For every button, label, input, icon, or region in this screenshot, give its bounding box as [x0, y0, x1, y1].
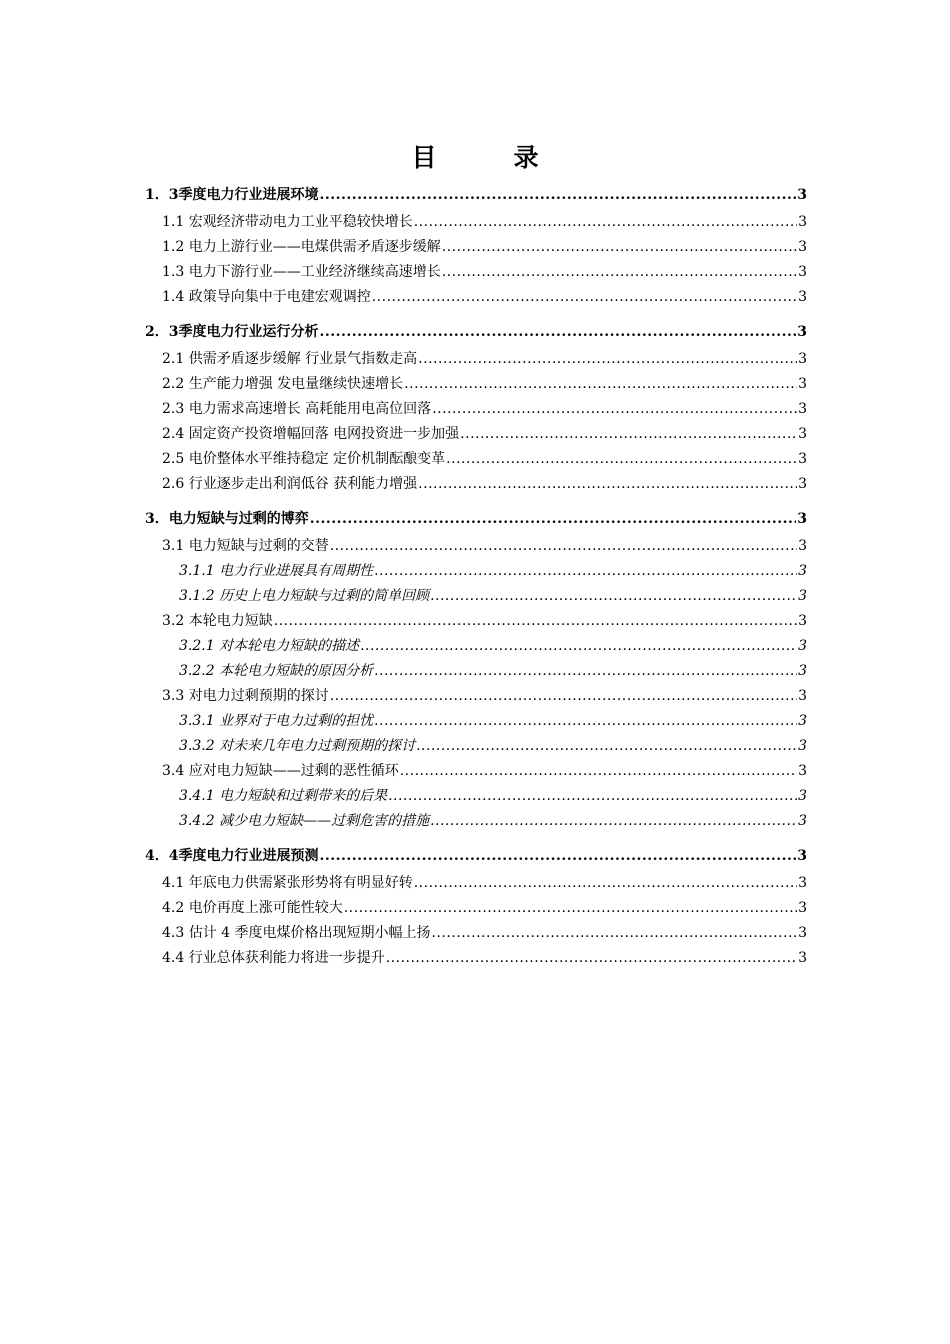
- toc-entry-level-3[interactable]: [145, 735, 807, 760]
- toc-entry-level-2[interactable]: [145, 348, 807, 373]
- toc-entry-page-number: 3: [798, 264, 807, 280]
- toc-entry-page-number: 3: [798, 875, 807, 891]
- toc-entry-page-number: 3: [798, 451, 807, 467]
- toc-entry-level-1[interactable]: [145, 508, 807, 535]
- toc-entry-page-number: 3: [798, 638, 807, 654]
- toc-entry-page-number: 3: [798, 925, 807, 941]
- toc-entry-text: 2.5 电价整体水平维持稳定 定价机制酝酿变革: [162, 451, 446, 467]
- dot-leader: [372, 289, 797, 305]
- toc-entry-text: 2.2 生产能力增强 发电量继续快速增长: [162, 376, 404, 392]
- toc-entry-level-1[interactable]: [145, 184, 807, 211]
- dot-leader: [418, 351, 797, 367]
- dot-leader: [330, 538, 797, 554]
- toc-entry-text: 3.4 应对电力短缺——过剩的恶性循环: [162, 763, 399, 779]
- dot-leader: [319, 187, 796, 203]
- toc-entry-page-number: 3: [798, 663, 807, 679]
- toc-entry-page-number: 3: [798, 813, 807, 829]
- toc-entry-page-number: 3: [797, 511, 807, 527]
- toc-entry-text: 1．3季度电力行业进展环境: [145, 187, 319, 203]
- toc-entry-level-2[interactable]: [145, 897, 807, 922]
- toc-entry-text: 2.3 电力需求高速增长 高耗能用电高位回落: [162, 401, 432, 417]
- toc-entry-text: 2.6 行业逐步走出利润低谷 获利能力增强: [162, 476, 418, 492]
- toc-entry-page-number: 3: [798, 738, 807, 754]
- dot-leader: [442, 264, 797, 280]
- toc-entry-text: 2.1 供需矛盾逐步缓解 行业景气指数走高: [162, 351, 418, 367]
- toc-entry-level-3[interactable]: [145, 560, 807, 585]
- toc-entry-level-2[interactable]: [145, 872, 807, 897]
- toc-entry-level-2[interactable]: [145, 286, 807, 311]
- dot-leader: [274, 613, 797, 629]
- toc-entry-page-number: 3: [798, 214, 807, 230]
- toc-entry-level-3[interactable]: [145, 810, 807, 835]
- dot-leader: [414, 875, 797, 891]
- toc-entry-level-2[interactable]: [145, 535, 807, 560]
- toc-entry-level-3[interactable]: [145, 785, 807, 810]
- toc-entry-level-2[interactable]: [145, 261, 807, 286]
- toc-entry-text: 3.3 对电力过剩预期的探讨: [162, 688, 329, 704]
- toc-entry-level-2[interactable]: [145, 423, 807, 448]
- toc-entry-level-3[interactable]: [145, 660, 807, 685]
- toc-entry-page-number: 3: [797, 187, 807, 203]
- dot-leader: [400, 763, 797, 779]
- dot-leader: [344, 900, 797, 916]
- toc-entry-page-number: 3: [798, 476, 807, 492]
- table-of-contents: [145, 184, 807, 972]
- toc-entry-level-2[interactable]: [145, 685, 807, 710]
- toc-entry-level-2[interactable]: [145, 610, 807, 635]
- toc-entry-text: 3.2 本轮电力短缺: [162, 613, 273, 629]
- toc-entry-text: 1.1 宏观经济带动电力工业平稳较快增长: [162, 214, 413, 230]
- toc-entry-level-2[interactable]: [145, 211, 807, 236]
- toc-entry-text: 3.1.1 电力行业进展具有周期性: [179, 563, 374, 579]
- toc-entry-level-3[interactable]: [145, 585, 807, 610]
- toc-entry-level-2[interactable]: [145, 236, 807, 261]
- toc-entry-text: 4．4季度电力行业进展预测: [145, 848, 319, 864]
- dot-leader: [430, 813, 797, 829]
- toc-title: 目 录: [411, 143, 565, 172]
- toc-entry-text: 3.4.2 减少电力短缺——过剩危害的措施: [179, 813, 430, 829]
- dot-leader: [404, 376, 797, 392]
- toc-entry-level-2[interactable]: [145, 398, 807, 423]
- toc-entry-level-2[interactable]: [145, 448, 807, 473]
- toc-entry-text: 3.2.1 对本轮电力短缺的描述: [179, 638, 360, 654]
- toc-entry-page-number: 3: [798, 900, 807, 916]
- toc-entry-level-2[interactable]: [145, 473, 807, 498]
- toc-entry-page-number: 3: [798, 688, 807, 704]
- toc-entry-level-1[interactable]: [145, 321, 807, 348]
- toc-entry-text: 3.4.1 电力短缺和过剩带来的后果: [179, 788, 388, 804]
- toc-entry-text: 1.4 政策导向集中于电建宏观调控: [162, 289, 371, 305]
- toc-entry-page-number: 3: [798, 376, 807, 392]
- toc-entry-page-number: 3: [798, 588, 807, 604]
- toc-entry-text: 3.2.2 本轮电力短缺的原因分析: [179, 663, 374, 679]
- toc-entry-text: 3．电力短缺与过剩的博弈: [145, 511, 309, 527]
- toc-entry-page-number: 3: [798, 713, 807, 729]
- dot-leader: [330, 688, 797, 704]
- toc-entry-text: 1.2 电力上游行业——电煤供需矛盾逐步缓解: [162, 239, 441, 255]
- toc-entry-page-number: 3: [798, 763, 807, 779]
- toc-entry-text: 4.4 行业总体获利能力将进一步提升: [162, 950, 385, 966]
- dot-leader: [432, 925, 798, 941]
- dot-leader: [319, 848, 796, 864]
- toc-entry-level-2[interactable]: [145, 373, 807, 398]
- toc-entry-text: 3.1.2 历史上电力短缺与过剩的简单回顾: [179, 588, 430, 604]
- toc-entry-page-number: 3: [798, 788, 807, 804]
- toc-entry-page-number: 3: [798, 538, 807, 554]
- dot-leader: [374, 713, 797, 729]
- dot-leader: [432, 401, 797, 417]
- dot-leader: [416, 738, 797, 754]
- dot-leader: [374, 663, 797, 679]
- dot-leader: [388, 788, 797, 804]
- toc-entry-page-number: 3: [798, 613, 807, 629]
- dot-leader: [414, 214, 797, 230]
- toc-entry-page-number: 3: [798, 239, 807, 255]
- dot-leader: [360, 638, 797, 654]
- toc-entry-page-number: 3: [798, 289, 807, 305]
- toc-entry-level-2[interactable]: [145, 947, 807, 972]
- toc-entry-text: 2．3季度电力行业运行分析: [145, 324, 319, 340]
- toc-entry-level-3[interactable]: [145, 635, 807, 660]
- dot-leader: [319, 324, 796, 340]
- toc-entry-page-number: 3: [798, 401, 807, 417]
- toc-entry-page-number: 3: [798, 351, 807, 367]
- toc-entry-page-number: 3: [797, 848, 807, 864]
- toc-entry-level-2[interactable]: [145, 922, 807, 947]
- toc-entry-text: 1.3 电力下游行业——工业经济继续高速增长: [162, 264, 441, 280]
- dot-leader: [430, 588, 797, 604]
- dot-leader: [460, 426, 797, 442]
- toc-entry-text: 3.1 电力短缺与过剩的交替: [162, 538, 329, 554]
- dot-leader: [446, 451, 797, 467]
- dot-leader: [374, 563, 797, 579]
- dot-leader: [442, 239, 797, 255]
- toc-entry-level-2[interactable]: [145, 760, 807, 785]
- toc-entry-level-1[interactable]: [145, 845, 807, 872]
- toc-entry-text: 2.4 固定资产投资增幅回落 电网投资进一步加强: [162, 426, 460, 442]
- toc-entry-page-number: 3: [798, 950, 807, 966]
- dot-leader: [310, 511, 797, 527]
- toc-entry-text: 3.3.1 业界对于电力过剩的担忧: [179, 713, 374, 729]
- toc-entry-text: 4.1 年底电力供需紧张形势将有明显好转: [162, 875, 413, 891]
- toc-entry-text: 3.3.2 对未来几年电力过剩预期的探讨: [179, 738, 416, 754]
- toc-entry-text: 4.3 估计 4 季度电煤价格出现短期小幅上扬: [162, 925, 431, 941]
- toc-entry-text: 4.2 电价再度上涨可能性较大: [162, 900, 343, 916]
- dot-leader: [386, 950, 797, 966]
- dot-leader: [418, 476, 797, 492]
- toc-entry-page-number: 3: [798, 563, 807, 579]
- toc-entry-level-3[interactable]: [145, 710, 807, 735]
- toc-entry-page-number: 3: [798, 426, 807, 442]
- toc-entry-page-number: 3: [797, 324, 807, 340]
